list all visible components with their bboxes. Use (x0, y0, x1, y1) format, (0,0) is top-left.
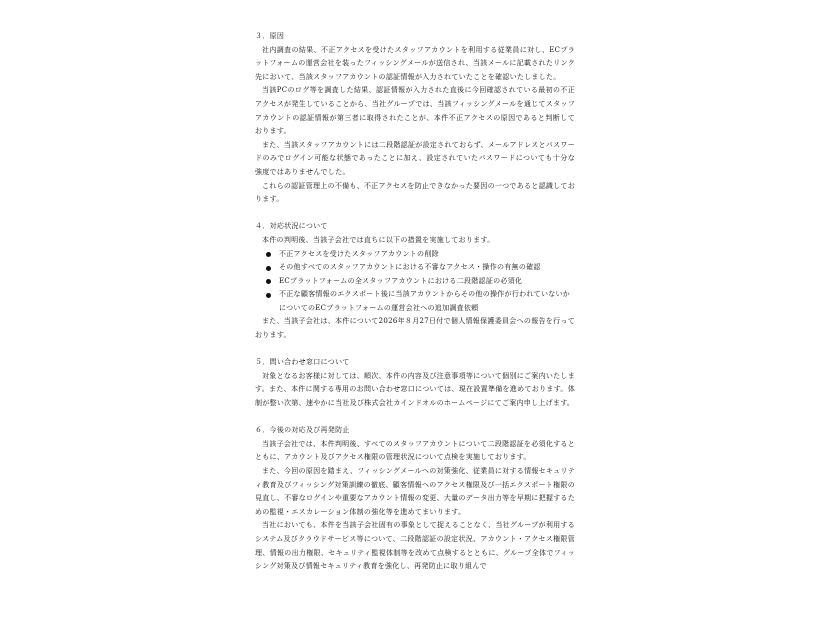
section-heading: ６．今後の対応及び再発防止 (255, 426, 350, 435)
paragraph: これらの認証管理上の不備も、不正アクセスを防止できなかった要因の一つであると認識しております。 (255, 181, 575, 204)
list-item-text: 不正な顧客情報のエクスポート後に当該アカウントからその他の操作が行われていないかについてのECプラットフォームの運営会社への追加調査依頼 (279, 290, 571, 312)
document-body (255, 30, 575, 574)
section-response-status (255, 220, 575, 342)
bullet-icon (266, 279, 271, 284)
paragraph: 当該子会社では、本件判明後、すべてのスタッフアカウントについて二段階認証を必須化するとともに、アカウント及びアクセス権限の管理状況について点検を実施しております。 (255, 439, 575, 462)
list-item-text: ECプラットフォームの全スタッフアカウントにおける二段階認証の必須化 (279, 276, 523, 285)
section-heading: ５．問い合わせ窓口について (255, 358, 350, 367)
section-cause (255, 30, 575, 207)
paragraph: 社内調査の結果、不正アクセスを受けたスタッフアカウントを利用する従業員に対し、ECプラットフォームの運営会社を装ったフィッシングメールが送信され、当該メールに記載されたリンク先において、当該スタッフアカウントの認証情報が入力されていたことを確認いたしました。 (255, 45, 575, 81)
paragraph-intro: 本件の判明後、当該子会社では直ちに以下の措置を実施しております。 (262, 235, 495, 244)
section-prevention (255, 424, 575, 574)
paragraph: また、今回の原因を踏まえ、フィッシングメールへの対策強化、従業員に対する情報セキュリティ教育及びフィッシング対策訓練の徹底、顧客情報へのアクセス権限及び一括エクスポート権限の見直し、不審なログインや重要なアカウント情報の変更、大量のデータ出力等を早期に把握するための監視・エスカレーション体制の強化等を進めてまいります。 (255, 467, 575, 516)
paragraph: また、当該スタッフアカウントには二段階認証が設定されておらず、メールアドレスとパスワードのみでログイン可能な状態であったことに加え、設定されていたパスワードについても十分な強度ではありませんでした。 (255, 140, 575, 176)
bullet-icon (266, 252, 271, 257)
list-item (266, 248, 575, 262)
paragraph: 対象となるお客様に対しては、順次、本件の内容及び注意事項等について個別にご案内いたします。また、本件に関する専用のお問い合わせ窓口については、現在設置準備を進めております。体制が整い次第、速やかに当社及び株式会社カインドオルのホームページにてご案内申し上げます。 (255, 371, 575, 408)
section-heading: ３．原因 (255, 32, 285, 40)
paragraph: また、当該子会社は、本件について2026年８月27日付で個人情報保護委員会への報告を行っております。 (255, 317, 575, 340)
paragraph: 当該PCのログ等を調査した結果、認証情報が入力された直後に今回確認されている最初の不正アクセスが発生していることから、当社グループでは、当該フィッシングメールを通じてスタッフアカウントの認証情報が第三者に取得されたことが、本件不正アクセスの原因であると判断しております。 (255, 86, 575, 136)
section-heading: ４．対応状況について (255, 222, 328, 231)
section-contact (255, 356, 575, 410)
list-item (266, 288, 575, 315)
list-item-text: 不正アクセスを受けたスタッフアカウントの削除 (279, 249, 439, 258)
measures-list (255, 248, 575, 316)
bullet-icon (266, 266, 271, 271)
list-item-text: その他すべてのスタッフアカウントにおける不審なアクセス・操作の有無の確認 (279, 263, 541, 272)
paragraph: 当社においても、本件を当該子会社固有の事象として捉えることなく、当社グループが利用するシステム及びクラウドサービス等について、二段階認証の設定状況、アカウント・アクセス権限管理、情報の出力権限、セキュリティ監視体制等を改めて点検するとともに、グループ全体でフィッシング対策及び情報セキュリティ教育を強化し、再発防止に取り組んで (255, 521, 575, 571)
list-item (266, 261, 575, 275)
list-item (266, 275, 575, 289)
bullet-icon (266, 293, 271, 298)
